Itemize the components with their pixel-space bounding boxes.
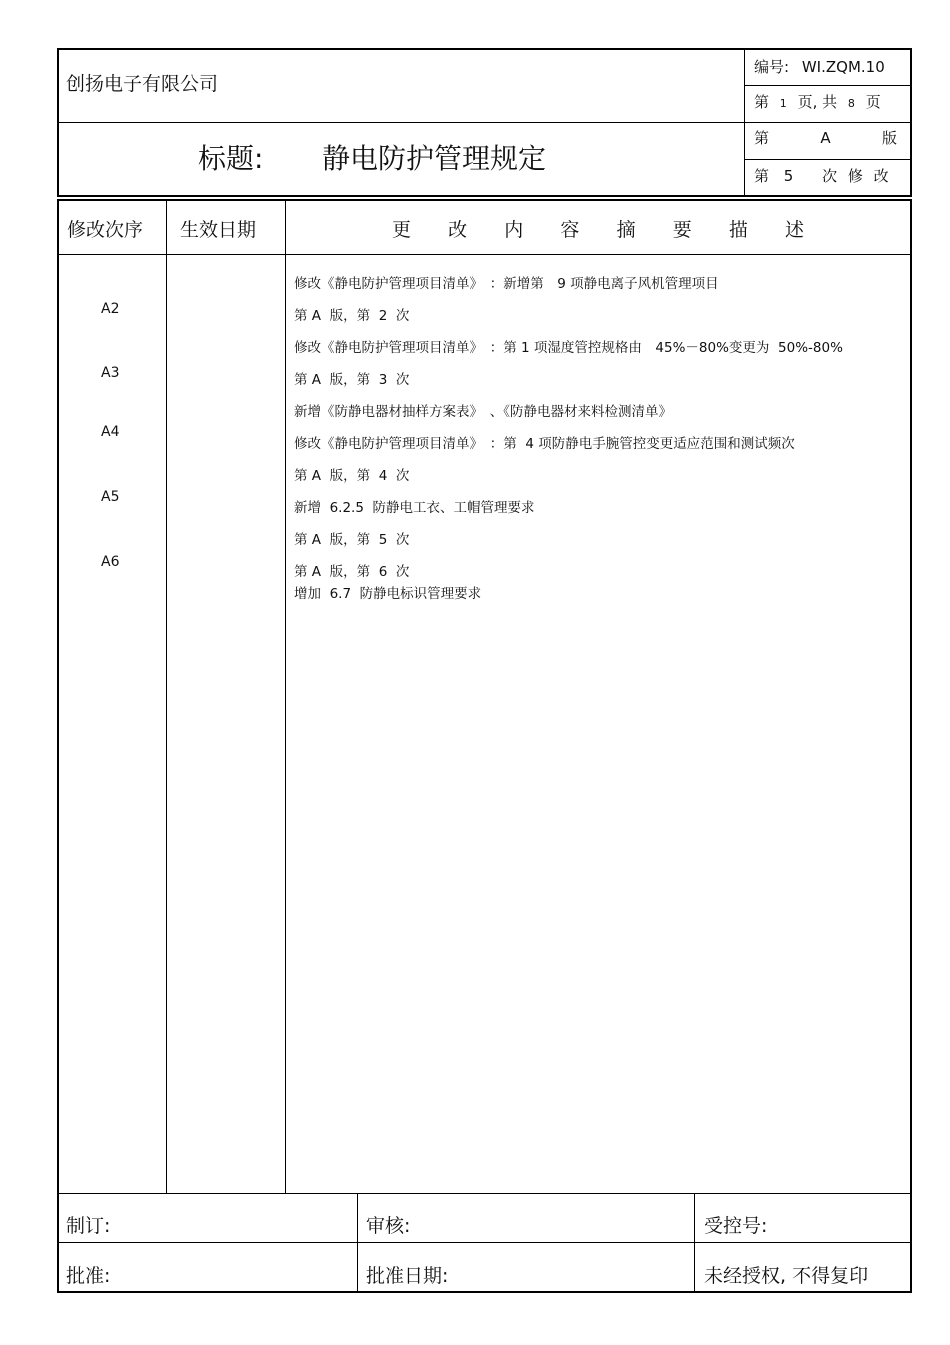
table-header-divider — [58, 254, 911, 255]
revision-cell — [754, 169, 892, 184]
page-prefix: 第 — [754, 93, 770, 111]
page-total: 8 — [847, 97, 855, 110]
col-header-date: 生效日期 — [180, 219, 257, 241]
version-suffix: 版 — [881, 129, 897, 147]
prepared-label: 制订: — [66, 1215, 111, 1237]
desc-char: 描 — [728, 219, 748, 241]
col-divider-2 — [285, 200, 286, 1194]
revision-code: A2 — [101, 301, 120, 317]
desc-line: 增加 6.7 防静电标识管理要求 — [294, 586, 482, 602]
revision-value: 5 — [783, 167, 794, 185]
desc-char: 容 — [560, 219, 580, 241]
footer-mid-line — [58, 1242, 911, 1243]
desc-line: 新增《防静电器材抽样方案表》 、《防静电器材来料检测清单》 — [294, 404, 672, 420]
desc-char: 改 — [448, 219, 468, 241]
info-divider-3 — [745, 159, 911, 160]
page-current: 1 — [779, 97, 787, 110]
version-value: A — [820, 129, 831, 147]
doc-no-cell — [754, 60, 885, 75]
title-label: 标题: — [198, 142, 264, 175]
col-divider-1 — [166, 200, 167, 1194]
desc-char: 更 — [392, 219, 412, 241]
approval-date-label: 批准日期: — [366, 1265, 449, 1287]
version-cell — [754, 131, 897, 146]
desc-line: 修改《静电防护管理项目清单》 ：第 4 项防静电手腕管控变更适应范围和测试频次 — [294, 436, 795, 452]
company-name: 创扬电子有限公司 — [66, 73, 219, 95]
page-info-cell — [754, 95, 881, 110]
desc-line: 修改《静电防护管理项目清单》 ：第 1 项湿度管控规格由 45%－80%变更为 50%-80% — [294, 340, 843, 356]
desc-char: 述 — [784, 219, 804, 241]
reviewed-label: 审核: — [366, 1215, 411, 1237]
footer-col-divider-2 — [694, 1194, 695, 1292]
desc-char: 要 — [672, 219, 692, 241]
copy-notice: 未经授权, 不得复印 — [704, 1265, 869, 1287]
col-header-desc — [392, 221, 804, 240]
doc-no-value: WI.ZQM.10 — [801, 58, 885, 76]
footer-top-line — [58, 1193, 911, 1194]
control-no-label: 受控号: — [704, 1215, 768, 1237]
approved-label: 批准: — [66, 1265, 111, 1287]
revision-code: A6 — [101, 554, 120, 570]
document-title: 静电防护管理规定 — [322, 142, 547, 175]
revision-code: A5 — [101, 489, 120, 505]
col-header-seq: 修改次序 — [67, 219, 144, 241]
header-divider — [58, 122, 911, 123]
header-info-column-line — [744, 49, 745, 196]
page-suffix: 页 — [865, 93, 881, 111]
version-prefix: 第 — [754, 129, 770, 147]
desc-char: 内 — [504, 219, 524, 241]
desc-char: 摘 — [616, 219, 636, 241]
revision-prefix: 第 — [754, 167, 770, 185]
revision-code: A3 — [101, 365, 120, 381]
desc-line: 第 A 版，第 4 次 — [294, 468, 410, 484]
page-mid: 页, 共 — [797, 93, 838, 111]
desc-line: 第 A 版，第 3 次 — [294, 372, 410, 388]
revision-table-frame — [57, 199, 912, 1293]
desc-line: 新增 6.2.5 防静电工衣、工帽管理要求 — [294, 500, 535, 516]
desc-line: 第 A 版，第 6 次 — [294, 564, 410, 580]
desc-line: 修改《静电防护管理项目清单》 ：新增第 9 项静电离子风机管理项目 — [294, 276, 719, 292]
revision-suffix: 次 修 改 — [822, 167, 892, 185]
revision-code: A4 — [101, 424, 120, 440]
footer-col-divider-1 — [357, 1194, 358, 1292]
desc-line: 第 A 版，第 5 次 — [294, 532, 410, 548]
desc-line: 第 A 版，第 2 次 — [294, 308, 410, 324]
info-divider-1 — [745, 85, 911, 86]
doc-no-label: 编号: — [754, 58, 790, 76]
